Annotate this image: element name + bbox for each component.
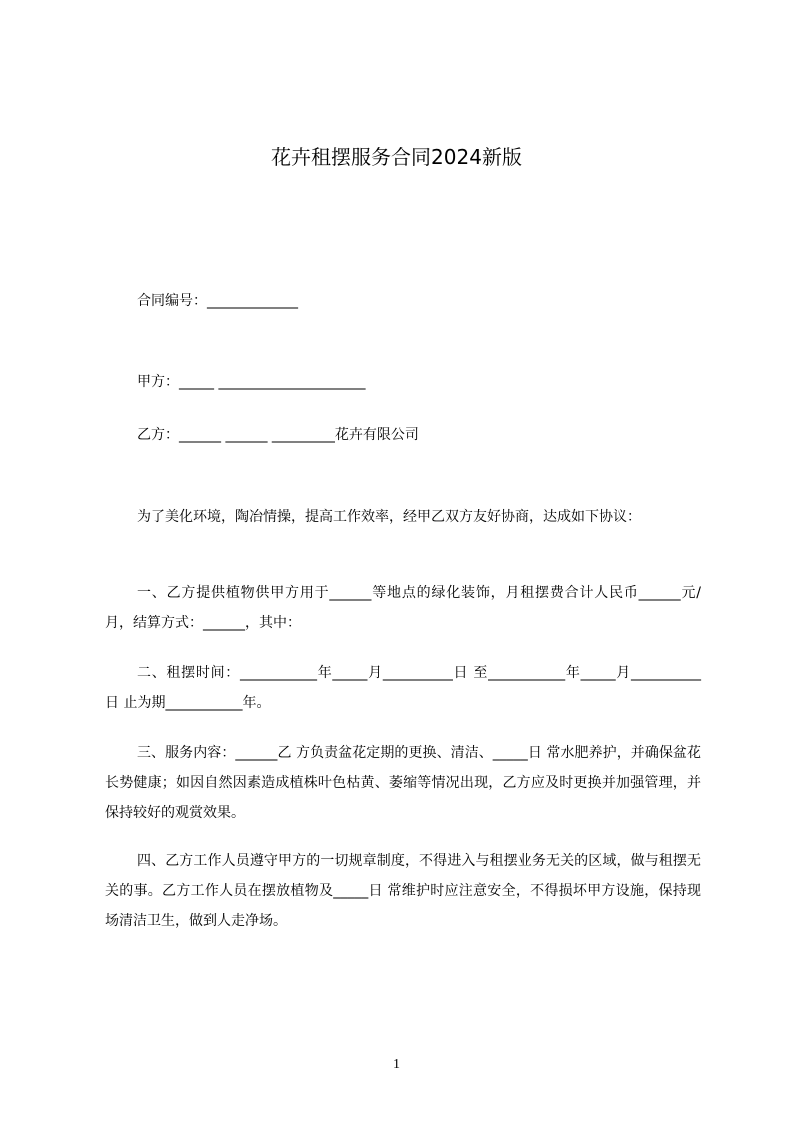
page-number: 1 bbox=[393, 1057, 400, 1072]
clause-2: 二、租摆时间：___________年_____月__________日 至___________年_____月__________日 止为期___________年。 bbox=[105, 665, 701, 711]
clause-1: 一、乙方提供植物供甲方用于______等地点的绿化装饰，月租摆费合计人民币______元/月，结算方式：______，其中： bbox=[105, 585, 701, 631]
party-b-line: 乙方：______ ______ _________花卉有限公司 bbox=[137, 427, 419, 443]
clause-4: 四、乙方工作人员遵守甲方的一切规章制度，不得进入与租摆业务无关的区域，做与租摆无关的事。乙方工作人员在摆放植物及_____日 常维护时应注意安全，不得损坏甲方设施，保持现场清洁卫生，做到人走净场。 bbox=[105, 853, 701, 929]
preamble: 为了美化环境，陶冶情操，提高工作效率，经甲乙双方友好协商，达成如下协议： bbox=[137, 509, 641, 525]
document-title: 花卉租摆服务合同2024新版 bbox=[271, 145, 522, 169]
contract-number-line: 合同编号：_____________ bbox=[137, 293, 298, 309]
clause-3: 三、服务内容：______乙 方负责盆花定期的更换、清洁、_____日 常水肥养护，并确保盆花长势健康；如因自然因素造成植株叶色枯黄、萎缩等情况出现，乙方应及时更换并加强管理，并保持较好的观赏效果。 bbox=[105, 745, 701, 821]
party-a-line: 甲方：_____ _____________________ bbox=[137, 374, 366, 390]
